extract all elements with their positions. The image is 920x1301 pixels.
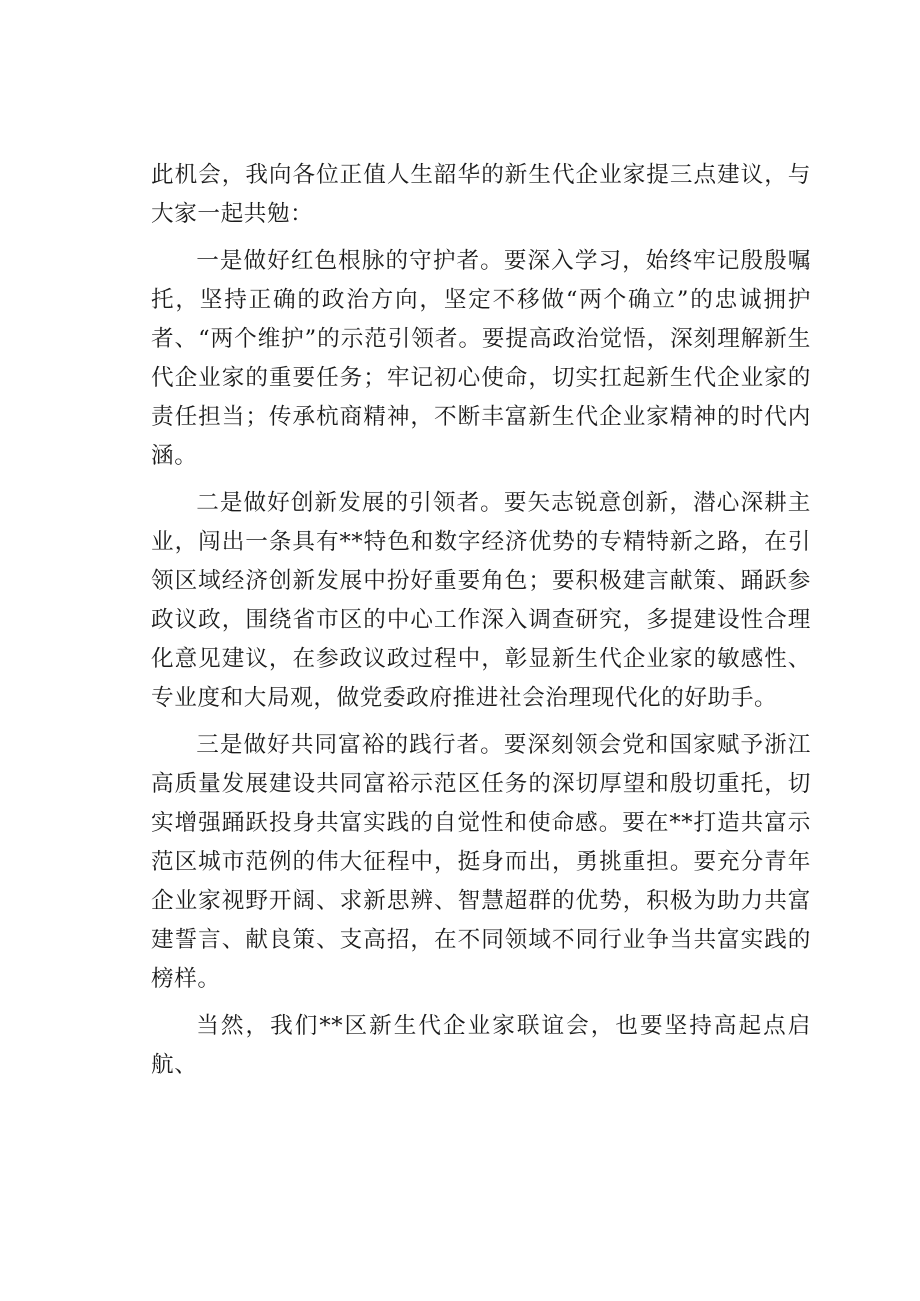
paragraph-suggestion-three: 三是做好共同富裕的践行者。要深刻领会党和国家赋予浙江高质量发展建设共同富裕示范区任务的深切厚望和殷切重托，切实增强踊跃投身共富实践的自觉性和使命感。要在**打造共富示范区城市范例的伟大征程中，挺身而出，勇挑重担。要充分青年企业家视野开阔、求新思辨、智慧超群的优势，积极为助力共富建誓言、献良策、支高招，在不同领域不同行业争当共富实践的榜样。 <box>151 732 811 992</box>
paragraph-closing: 当然，我们**区新生代企业家联谊会，也要坚持高起点启航、 <box>151 1013 811 1078</box>
paragraph-intro: 此机会，我向各位正值人生韶华的新生代企业家提三点建议，与大家一起共勉： <box>151 162 811 227</box>
paragraph-suggestion-one: 一是做好红色根脉的守护者。要深入学习，始终牢记殷殷嘱托，坚持正确的政治方向，坚定不移做“两个确立”的忠诚拥护者、“两个维护”的示范引领者。要提高政治觉悟，深刻理解新生代企业家的重要任务；牢记初心使命，切实扛起新生代企业家的责任担当；传承杭商精神，不断丰富新生代企业家精神的时代内涵。 <box>151 248 811 469</box>
document-body <box>151 156 811 1085</box>
paragraph-suggestion-two: 二是做好创新发展的引领者。要矢志锐意创新，潜心深耕主业，闯出一条具有**特色和数字经济优势的专精特新之路，在引领区域经济创新发展中扮好重要角色；要积极建言献策、踊跃参政议政，围绕省市区的中心工作深入调查研究，多提建设性合理化意见建议，在参政议政过程中，彰显新生代企业家的敏感性、专业度和大局观，做党委政府推进社会治理现代化的好助手。 <box>151 490 811 711</box>
